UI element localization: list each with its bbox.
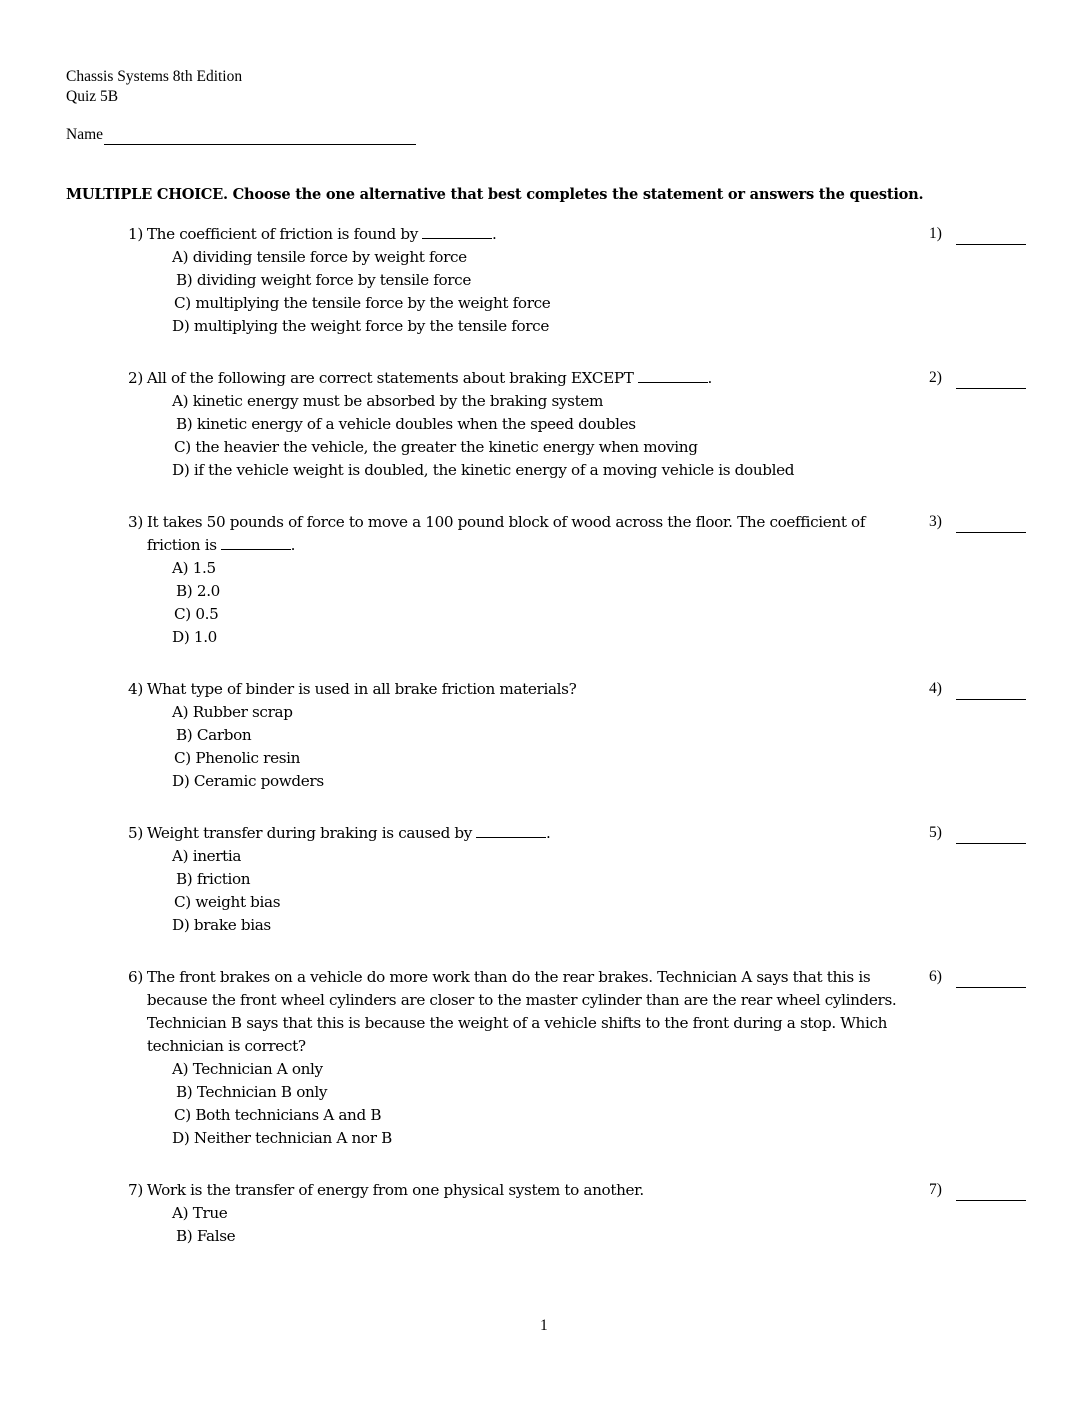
option-text: multiplying the weight force by the tensile force [193, 317, 549, 335]
option-d[interactable] [172, 1127, 908, 1150]
question-number: 3) [128, 513, 143, 531]
option-letter: D) [172, 628, 190, 646]
question-suffix: . [491, 225, 497, 243]
option-b[interactable] [172, 413, 908, 436]
option-letter: D) [172, 1129, 190, 1147]
question-7 [128, 1179, 908, 1248]
option-text: Rubber scrap [192, 703, 293, 721]
option-letter: C) [174, 605, 191, 623]
option-letter: A) [172, 1060, 189, 1078]
option-letter: A) [172, 847, 189, 865]
option-c[interactable] [172, 747, 908, 770]
option-b[interactable] [172, 269, 908, 292]
question-text [147, 223, 908, 246]
option-letter: A) [172, 392, 189, 410]
name-label: Name [66, 126, 104, 143]
options-list [172, 701, 908, 793]
question-number: 4) [128, 680, 143, 698]
answer-slot-5 [929, 822, 1026, 844]
option-letter: A) [172, 703, 189, 721]
question-suffix: . [290, 536, 296, 554]
option-letter: C) [174, 749, 191, 767]
option-d[interactable] [172, 315, 908, 338]
option-d[interactable] [172, 770, 908, 793]
question-stem [128, 966, 908, 1058]
option-text: if the vehicle weight is doubled, the kinetic energy of a moving vehicle is doubled [193, 461, 795, 479]
question-text [147, 822, 908, 845]
option-letter: C) [174, 1106, 191, 1124]
answer-slot-6 [929, 966, 1026, 988]
option-letter: B) [176, 1083, 193, 1101]
document-title: Chassis Systems 8th Edition [66, 68, 243, 85]
option-text: brake bias [193, 916, 271, 934]
question-stem [128, 367, 908, 390]
option-text: 2.0 [196, 582, 220, 600]
option-text: kinetic energy of a vehicle doubles when the speed doubles [196, 415, 636, 433]
answer-blank[interactable] [956, 374, 1026, 389]
option-text: multiplying the tensile force by the weight force [195, 294, 551, 312]
option-text: Technician B only [196, 1083, 328, 1101]
question-text-body: Weight transfer during braking is caused by [146, 824, 473, 842]
inline-blank [221, 535, 291, 550]
options-list [172, 246, 908, 338]
option-b[interactable] [172, 868, 908, 891]
option-text: False [196, 1227, 236, 1245]
option-letter: C) [174, 294, 191, 312]
options-list [172, 557, 908, 649]
inline-blank [422, 224, 492, 239]
question-text-body: All of the following are correct statements about braking EXCEPT [146, 369, 634, 387]
question-text: Work is the transfer of energy from one physical system to another. [146, 1181, 644, 1199]
option-letter: B) [176, 271, 193, 289]
options-list [172, 390, 908, 482]
option-letter: D) [172, 916, 190, 934]
option-text: 1.0 [193, 628, 217, 646]
option-text: 1.5 [192, 559, 216, 577]
name-blank-line[interactable] [104, 127, 416, 145]
question-text [147, 367, 908, 390]
page-number: 1 [540, 1317, 548, 1334]
option-a[interactable] [172, 1058, 908, 1081]
option-text: True [192, 1204, 228, 1222]
option-c[interactable] [172, 891, 908, 914]
name-field-row [66, 125, 416, 145]
option-a[interactable] [172, 557, 908, 580]
option-text: Neither technician A nor B [193, 1129, 392, 1147]
option-a[interactable] [172, 246, 908, 269]
options-list [172, 845, 908, 937]
answer-blank[interactable] [956, 230, 1026, 245]
option-letter: D) [172, 772, 190, 790]
option-letter: C) [174, 438, 191, 456]
options-list [172, 1058, 908, 1150]
option-b[interactable] [172, 724, 908, 747]
answer-number: 2) [929, 369, 942, 386]
question-4 [128, 678, 908, 793]
option-text: Both technicians A and B [195, 1106, 382, 1124]
question-number: 2) [128, 369, 143, 387]
option-a[interactable] [172, 845, 908, 868]
answer-blank[interactable] [956, 518, 1026, 533]
option-letter: A) [172, 559, 189, 577]
quiz-label: Quiz 5B [66, 88, 119, 105]
answer-number: 4) [929, 680, 942, 697]
option-text: inertia [192, 847, 242, 865]
option-c[interactable] [172, 436, 908, 459]
question-stem [128, 822, 908, 845]
question-stem [128, 223, 908, 246]
answer-number: 7) [929, 1181, 942, 1198]
answer-blank[interactable] [956, 685, 1026, 700]
option-d[interactable] [172, 626, 908, 649]
answer-slot-1 [929, 223, 1026, 245]
option-d[interactable] [172, 914, 908, 937]
option-text: Ceramic powders [193, 772, 324, 790]
question-stem [128, 678, 908, 701]
option-b[interactable] [172, 1081, 908, 1104]
answer-slot-7 [929, 1179, 1026, 1201]
answer-slot-4 [929, 678, 1026, 700]
option-a[interactable] [172, 701, 908, 724]
option-letter: A) [172, 248, 189, 266]
option-letter: B) [176, 1227, 193, 1245]
question-suffix: . [546, 824, 551, 842]
option-letter: B) [176, 870, 193, 888]
option-text: 0.5 [195, 605, 219, 623]
option-text: Phenolic resin [195, 749, 301, 767]
inline-blank [638, 368, 708, 383]
option-text: Technician A only [192, 1060, 323, 1078]
option-letter: D) [172, 461, 190, 479]
option-text: weight bias [195, 893, 281, 911]
question-number: 5) [128, 824, 143, 842]
answer-blank[interactable] [956, 1186, 1026, 1201]
answer-number: 3) [929, 513, 942, 530]
answer-number: 1) [929, 225, 942, 242]
option-a[interactable] [172, 390, 908, 413]
option-b[interactable] [172, 580, 908, 603]
answer-slot-2 [929, 367, 1026, 389]
option-letter: B) [176, 726, 193, 744]
option-text: dividing tensile force by weight force [192, 248, 467, 266]
question-1 [128, 223, 908, 338]
option-c[interactable] [172, 292, 908, 315]
question-number: 6) [128, 968, 143, 986]
options-list [172, 1202, 908, 1248]
option-d[interactable] [172, 459, 908, 482]
option-letter: A) [172, 1204, 189, 1222]
answer-number: 6) [929, 968, 942, 985]
option-text: the heavier the vehicle, the greater the kinetic energy when moving [195, 438, 698, 456]
option-c[interactable] [172, 603, 908, 626]
option-b[interactable] [172, 1225, 908, 1248]
section-instructions: MULTIPLE CHOICE. Choose the one alternative that best completes the statement or answers the question. [66, 186, 924, 203]
answer-blank[interactable] [956, 973, 1026, 988]
answer-number: 5) [929, 824, 942, 841]
question-stem [128, 1179, 908, 1202]
option-letter: C) [174, 893, 191, 911]
question-text [147, 511, 907, 557]
question-number: 7) [128, 1181, 143, 1199]
option-text: Carbon [196, 726, 252, 744]
option-text: friction [196, 870, 251, 888]
question-number: 1) [128, 225, 143, 243]
question-3 [128, 511, 908, 649]
answer-blank[interactable] [956, 829, 1026, 844]
question-6 [128, 966, 908, 1150]
inline-blank [476, 823, 546, 838]
question-suffix: . [707, 369, 713, 387]
question-5 [128, 822, 908, 937]
option-text: kinetic energy must be absorbed by the braking system [192, 392, 604, 410]
option-letter: D) [172, 317, 190, 335]
question-text-body: The coefficient of friction is found by [146, 225, 418, 243]
question-2 [128, 367, 908, 482]
option-text: dividing weight force by tensile force [196, 271, 471, 289]
question-text: The front brakes on a vehicle do more work than do the rear brakes. Technician A says that this is because the front wheel cylinders are closer to the master cylinder than are the rear wheel cylinders. Technician B says that this is because the weight of a vehicle shifts to the front during a stop. Which technician is correct? [146, 968, 897, 1055]
option-letter: B) [176, 415, 193, 433]
question-stem [128, 511, 908, 557]
option-a[interactable] [172, 1202, 908, 1225]
answer-slot-3 [929, 511, 1026, 533]
option-c[interactable] [172, 1104, 908, 1127]
question-text: What type of binder is used in all brake friction materials? [146, 680, 577, 698]
question-text-body: It takes 50 pounds of force to move a 100 pound block of wood across the floor. The coefficient of friction is [146, 513, 866, 554]
option-letter: B) [176, 582, 193, 600]
